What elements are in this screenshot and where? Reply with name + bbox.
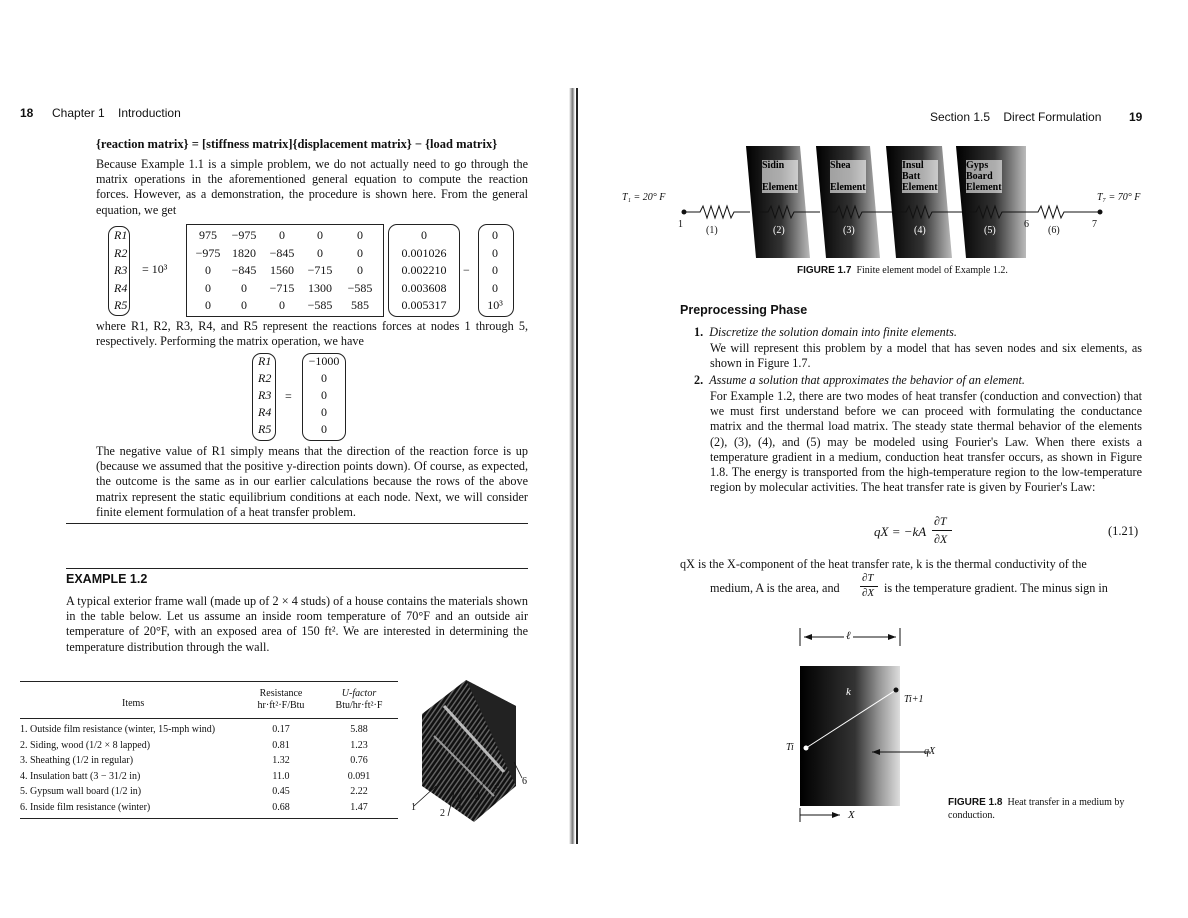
stiffness-entry: −975 — [231, 228, 257, 242]
sheathing-line-2: Element — [830, 182, 866, 193]
table-row-resistance: 0.81 — [272, 739, 290, 751]
layer-label-sheathing — [830, 160, 866, 193]
table-row-resistance: 0.17 — [272, 724, 290, 735]
figure-1-8-caption — [948, 796, 1148, 822]
sheathing-line-1: Shea — [830, 160, 851, 171]
stiffness-entry: 0 — [279, 228, 285, 242]
stiffness-entry: −845 — [269, 245, 295, 260]
stiffness-entry: 0 — [241, 298, 247, 312]
stiffness-entry: 0 — [357, 263, 363, 277]
load-entry: 0 — [492, 280, 498, 295]
wall-label-1: 1 — [411, 802, 416, 813]
stiffness-entry: −585 — [307, 298, 333, 312]
table-row-item: 5. Gypsum wall board (1/2 in) — [20, 786, 142, 797]
result-r-label: R4 — [258, 405, 272, 419]
step-2 — [694, 373, 1142, 388]
wall-label-6: 6 — [522, 776, 527, 787]
table-row-ufactor: 2.22 — [350, 786, 368, 797]
element-3-label: (3) — [843, 225, 855, 236]
stiffness-entry: 0 — [357, 245, 363, 260]
stiffness-entry: −715 — [307, 263, 333, 277]
table-row-resistance: 0.45 — [272, 786, 290, 797]
eq-lhs: qX = −kA — [874, 524, 927, 539]
r-label: R4 — [114, 280, 128, 295]
book-gutter-shadow — [569, 88, 575, 844]
load-entry: 0 — [492, 263, 498, 277]
table-row-resistance: 1.32 — [272, 755, 290, 766]
gradient-num: ∂T — [862, 572, 874, 584]
fig18-x: X — [848, 809, 855, 821]
node-7-label: 7 — [1092, 219, 1097, 230]
stiffness-entry: 0 — [317, 228, 323, 242]
preprocessing-heading: Preprocessing Phase — [680, 303, 808, 317]
table-row-item: 4. Insulation batt (3 − 31/2 in) — [20, 770, 141, 782]
result-r-label: R1 — [258, 354, 272, 368]
table-header-rule — [20, 718, 398, 719]
insulation-line-2: Batt — [902, 171, 921, 182]
eq-denominator: ∂X — [934, 532, 948, 546]
gradient-den: ∂X — [862, 587, 875, 599]
result-value: 0 — [321, 388, 327, 402]
section-rule — [66, 523, 528, 524]
node-1-label: 1 — [678, 219, 683, 230]
table-top-rule — [20, 681, 398, 682]
minus-sign: − — [463, 263, 470, 277]
insulation-line-1: Insul — [902, 160, 924, 171]
table-row-ufactor: 1.47 — [350, 801, 368, 813]
example-top-rule — [66, 568, 528, 569]
step-1-title: Discretize the solution domain into finite elements. — [709, 325, 957, 339]
result-r-label: R2 — [258, 371, 272, 385]
layer-label-siding — [762, 160, 798, 193]
figure-1-7-text: Finite element model of Example 1.2. — [856, 265, 1008, 276]
eq-number: (1.21) — [1108, 524, 1139, 538]
step-2-number: 2. — [694, 373, 710, 387]
left-page-number: 18 — [20, 106, 34, 120]
layer-label-gypsum — [966, 160, 1002, 193]
wall-label-2: 2 — [440, 808, 445, 819]
table-header-ufactor — [328, 688, 390, 712]
result-equals: = — [285, 389, 292, 403]
paragraph-2: where R1, R2, R3, R4, and R5 represent the reactions forces at nodes 1 through 5, respectively. Performing the matrix operation, we have — [96, 319, 528, 349]
wall-label-4: 4 — [475, 792, 480, 803]
displacement-entry: 0.001026 — [401, 245, 447, 260]
siding-line-2: Element — [762, 182, 798, 193]
load-entry: 10³ — [487, 298, 503, 312]
displacement-entry: 0.003608 — [401, 280, 447, 295]
load-entry: 0 — [492, 228, 498, 242]
table-header-items: Items — [122, 698, 145, 709]
siding-line-1: Sidin — [762, 160, 785, 171]
step-1 — [694, 325, 1142, 340]
result-r-label: R3 — [258, 388, 272, 402]
step-1-number: 1. — [694, 325, 710, 339]
table-row-resistance: 0.68 — [272, 801, 290, 813]
stiffness-entry: 0 — [317, 245, 323, 260]
wall-label-3: 3 — [456, 800, 461, 811]
stiffness-entry: −585 — [347, 280, 373, 295]
figure-1-7-label: FIGURE 1.7 — [797, 265, 852, 276]
stiffness-entry: 0 — [205, 280, 211, 295]
stiffness-entry: 1560 — [270, 263, 294, 277]
table-header-resistance — [250, 688, 312, 712]
header-ufactor-line2: Btu/hr·ft²·F — [335, 700, 383, 711]
stiffness-entry: −975 — [195, 245, 221, 260]
element-5-label: (5) — [984, 225, 996, 236]
gypsum-line-3: Element — [966, 182, 1002, 193]
r-label: R2 — [114, 245, 128, 260]
stiffness-entry: 585 — [351, 298, 369, 312]
right-running-head: Section 1.5 Direct Formulation — [930, 110, 1102, 124]
table-row-item: 1. Outside film resistance (winter, 15-mph wind) — [20, 724, 216, 735]
t7-label: T₇ = 70° F — [1097, 192, 1141, 203]
reaction-equation: {reaction matrix} = [stiffness matrix]{displacement matrix} − {load matrix} — [96, 137, 498, 151]
fig18-qx: qX — [924, 746, 936, 757]
wall-section-image — [404, 676, 554, 826]
element-6-label: (6) — [1048, 225, 1060, 236]
table-row-ufactor: 5.88 — [350, 724, 368, 735]
example-text: A typical exterior frame wall (made up of 2 × 4 studs) of a house contains the materials shown in the table below. Let us assume an inside room temperature of 70°F and an outside air temperature of 20°F, with an exposed area of 150 ft². We are interested in determining the temperature distribution through the wall. — [66, 594, 528, 654]
result-value: −1000 — [308, 354, 340, 368]
step-1-text: We will represent this problem by a model that has seven nodes and six elements, as shown in Figure 1.7. — [710, 341, 1142, 371]
displacement-entry: 0.005317 — [401, 298, 447, 312]
finite-element-wall-model — [670, 140, 1146, 260]
paragraph-1: Because Example 1.1 is a simple problem, we do not actually need to go through the matrix operations in the aforementioned general equation to compute the reaction forces. However, as a demonstration, the procedure is shown here. From the general equation, we get — [96, 157, 528, 217]
displacement-entry: 0 — [421, 228, 427, 242]
load-entry: 0 — [492, 245, 498, 260]
header-resistance-line2: hr·ft²·F/Btu — [257, 700, 305, 711]
table-row-item: 6. Inside film resistance (winter) — [20, 801, 151, 813]
after-equation-line-2a: medium, A is the area, and — [710, 581, 840, 595]
result-value: 0 — [321, 371, 327, 385]
result-value: 0 — [321, 405, 327, 419]
stiffness-entry: 0 — [205, 263, 211, 277]
element-4-label: (4) — [914, 225, 926, 236]
fig18-ti1: Ti+1 — [904, 694, 924, 705]
layer-label-insulation — [902, 160, 938, 193]
insulation-line-3: Element — [902, 182, 938, 193]
book-gutter-line — [576, 88, 578, 844]
stiffness-entry: 0 — [279, 298, 285, 312]
table-row-ufactor: 0.76 — [350, 755, 368, 766]
figure-1-7-caption — [797, 265, 1008, 276]
scalar-factor: = 10³ — [142, 262, 168, 276]
gypsum-line-2: Board — [966, 171, 993, 182]
table-row-item: 2. Siding, wood (1/2 × 8 lapped) — [20, 739, 151, 751]
table-row-resistance: 11.0 — [272, 770, 290, 782]
stiffness-entry: 0 — [205, 298, 211, 312]
table-row-ufactor: 0.091 — [347, 770, 371, 782]
displacement-entry: 0.002210 — [401, 263, 447, 277]
example-title: EXAMPLE 1.2 — [66, 572, 148, 586]
t1-label: T₁ = 20° F — [622, 192, 666, 203]
r-label: R5 — [114, 298, 128, 312]
result-value: 0 — [321, 422, 327, 436]
after-equation-line-1: qX is the X-component of the heat transfer rate, k is the thermal conductivity of the — [680, 557, 1087, 571]
table-row-ufactor: 1.23 — [350, 739, 368, 751]
node-6-label: 6 — [1024, 219, 1029, 230]
left-running-head: Chapter 1 Introduction — [52, 106, 181, 120]
element-1-label: (1) — [706, 225, 718, 236]
stiffness-entry: −845 — [231, 263, 257, 277]
stiffness-entry: 0 — [357, 228, 363, 242]
r-label: R3 — [114, 263, 128, 277]
stiffness-entry: 1300 — [308, 280, 332, 295]
stiffness-entry: 975 — [199, 228, 217, 242]
gypsum-line-1: Gyps — [966, 160, 989, 171]
result-r-label: R5 — [258, 422, 272, 436]
r-label: R1 — [114, 228, 128, 242]
conduction-diagram — [760, 628, 950, 828]
table-row-item: 3. Sheathing (1/2 in regular) — [20, 755, 134, 766]
step-2-text: For Example 1.2, there are two modes of heat transfer (conduction and convection) that we must first understand before we can proceed with formulating the conductance matrix and the thermal load matrix. The steady state thermal behavior of the elements (2), (3), (4), and (5) may be modeled using Fourier's Law. When there exists a temperature gradient in a medium, conduction heat transfer occurs, as shown in Figure 1.8. The energy is transported from the high-temperature region to the low-temperature region by molecular activities. The heat transfer rate is given by Fourier's Law: — [710, 389, 1142, 495]
fig18-k: k — [846, 686, 851, 698]
stiffness-entry: −715 — [269, 280, 295, 295]
eq-numerator: ∂T — [934, 514, 947, 528]
stiffness-entry: 0 — [241, 280, 247, 295]
stiffness-entry: 1820 — [232, 245, 256, 260]
paragraph-3: The negative value of R1 simply means that the direction of the reaction force is up (because we assumed that the positive y-direction points down). Of course, as expected, the outcome is the same as in our earlier calculations because the rows of the above matrix represent the static equilibrium conditions at each node. Next, we will consider finite element formulation of a heat transfer problem. — [96, 444, 528, 519]
fig18-ti: Ti — [786, 742, 794, 753]
wall-label-5: 5 — [494, 784, 499, 795]
right-page-number: 19 — [1129, 110, 1143, 124]
step-2-title: Assume a solution that approximates the behavior of an element. — [709, 373, 1025, 387]
fig18-ell: ℓ — [846, 630, 851, 642]
figure-1-8-text: Heat transfer in a medium by conduction. — [948, 797, 1125, 821]
header-resistance-line1: Resistance — [259, 688, 303, 699]
after-equation-line-2b: is the temperature gradient. The minus sign in — [884, 581, 1108, 595]
eq-fraction-bar — [932, 530, 952, 531]
element-2-label: (2) — [773, 225, 785, 236]
figure-1-8-label: FIGURE 1.8 — [948, 797, 1003, 808]
header-ufactor-line1: U-factor — [341, 688, 377, 699]
table-bottom-rule — [20, 818, 398, 819]
